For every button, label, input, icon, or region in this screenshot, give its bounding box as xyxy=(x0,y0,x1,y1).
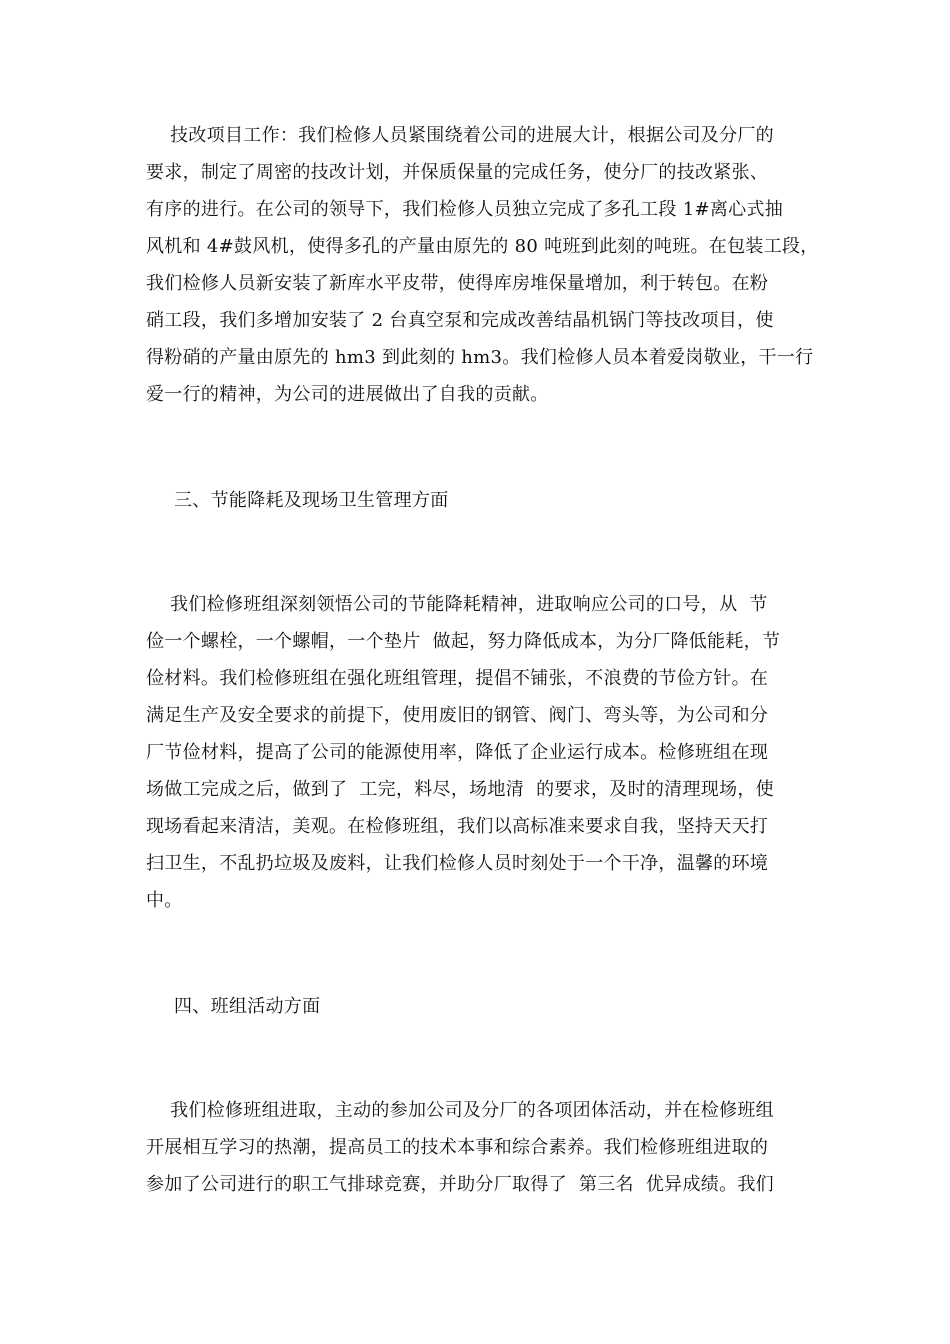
paragraph-1-line-7: 得粉硝的产量由原先的 hm3 到此刻的 hm3。我们检修人员本着爱岗敬业，干一行 xyxy=(146,347,814,368)
paragraph-1-line-3: 有序的进行。在公司的领导下，我们检修人员独立完成了多孔工段 1#离心式抽 xyxy=(146,199,784,220)
paragraph-1-line-4: 风机和 4#鼓风机，使得多孔的产量由原先的 80 吨班到此刻的吨班。在包装工段， xyxy=(146,236,819,257)
paragraph-2-line-8: 扫卫生，不乱扔垃圾及废料，让我们检修人员时刻处于一个干净，温馨的环境 xyxy=(146,853,769,874)
paragraph-2-line-6: 场做工完成之后，做到了 工完，料尽，场地清 的要求，及时的清理现场，使 xyxy=(146,779,774,800)
paragraph-3-line-3: 参加了公司进行的职工气排球竞赛，并助分厂取得了 第三名 优异成绩。我们 xyxy=(146,1174,774,1195)
paragraph-1-line-1: 技改项目工作：我们检修人员紧围绕着公司的进展大计，根据公司及分厂的 xyxy=(146,125,774,146)
section-heading-4: 四、班组活动方面 xyxy=(174,996,321,1017)
paragraph-2-line-9: 中。 xyxy=(146,890,183,911)
paragraph-2-line-7: 现场看起来清洁，美观。在检修班组，我们以高标准来要求自我，坚持天天打 xyxy=(146,816,769,837)
paragraph-1-line-5: 我们检修人员新安装了新库水平皮带，使得库房堆保量增加，利于转包。在粉 xyxy=(146,273,769,294)
paragraph-1-line-6: 硝工段，我们多增加安装了 2 台真空泵和完成改善结晶机锅门等技改项目，使 xyxy=(146,310,774,331)
paragraph-3-line-1: 我们检修班组进取，主动的参加公司及分厂的各项团体活动，并在检修班组 xyxy=(146,1100,774,1121)
paragraph-3-line-2: 开展相互学习的热潮，提高员工的技术本事和综合素养。我们检修班组进取的 xyxy=(146,1137,769,1158)
paragraph-1-line-8: 爱一行的精神，为公司的进展做出了自我的贡献。 xyxy=(146,384,549,405)
paragraph-2-line-1: 我们检修班组深刻领悟公司的节能降耗精神，进取响应公司的口号，从 节 xyxy=(146,594,768,615)
paragraph-2-line-5: 厂节俭材料，提高了公司的能源使用率，降低了企业运行成本。检修班组在现 xyxy=(146,742,769,763)
paragraph-2-line-2: 俭一个螺栓，一个螺帽，一个垫片 做起，努力降低成本，为分厂降低能耗，节 xyxy=(146,631,781,652)
paragraph-1-line-2: 要求，制定了周密的技改计划，并保质保量的完成任务，使分厂的技改紧张、 xyxy=(146,162,769,183)
paragraph-2-line-3: 俭材料。我们检修班组在强化班组管理，提倡不铺张，不浪费的节俭方针。在 xyxy=(146,668,769,689)
paragraph-2-line-4: 满足生产及安全要求的前提下，使用废旧的钢管、阀门、弯头等，为公司和分 xyxy=(146,705,769,726)
section-heading-3: 三、节能降耗及现场卫生管理方面 xyxy=(174,490,449,511)
